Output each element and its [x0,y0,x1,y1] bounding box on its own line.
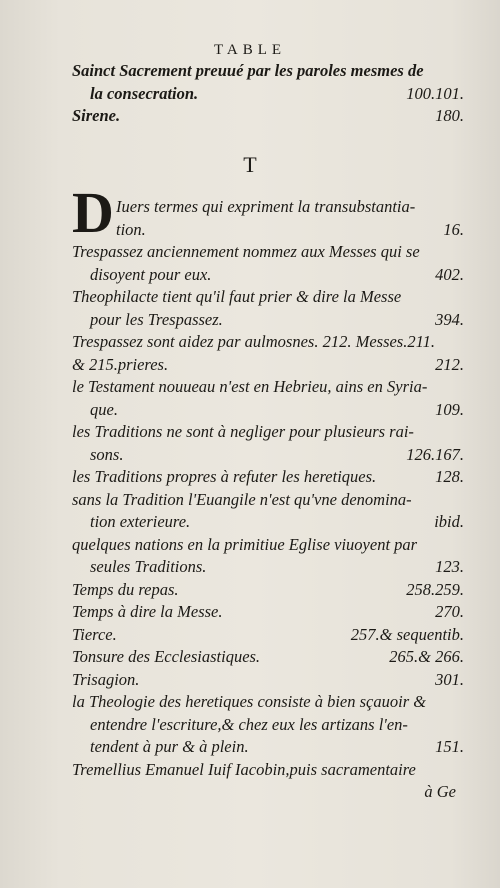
index-entry [72,714,464,737]
entry-text: Trespassez anciennement nommez aux Messes qui se [72,242,420,261]
index-entry [72,60,464,83]
index-entry [72,264,464,287]
entry-pages: 402. [435,264,464,284]
entry-pages: 16. [443,219,464,239]
entry-text: Sainct Sacrement preuué par les paroles mesmes de [72,61,424,80]
index-entry [72,105,464,128]
entry-pages: 123. [435,557,464,576]
entry-text: tion. [116,219,146,239]
index-entry [72,241,464,264]
entry-pages: ibid. [434,512,464,531]
index-entry [72,646,464,669]
entry-text: la Theologie des heretiques consiste à bien sçauoir & [72,692,427,711]
index-entry [72,444,464,467]
entry-pages: 180. [435,106,464,125]
entry-text: Temps du repas. [72,579,179,599]
entry-text: Trisagion. [72,669,140,689]
entry-pages: 394. [435,309,464,329]
index-entry [72,376,464,399]
entry-pages: 301. [435,669,464,689]
index-entry [72,196,464,219]
entry-pages: 258.259. [406,579,464,599]
entry-text: pour les Trespassez. [90,309,223,329]
entry-text: tendent à pur & à plein. [90,737,249,756]
entry-text: tion exterieure. [90,512,191,531]
index-entry [72,354,464,377]
catchword: à Ge [424,782,456,801]
entry-text: Theophilacte tient qu'il faut prier & dire la Messe [72,287,402,306]
running-head: TABLE [213,42,287,58]
entry-text: Trespassez sont aidez par aulmosnes. 212. Messes.211. [72,332,436,351]
entry-text: & 215.prieres. [72,354,169,374]
index-entry [72,219,464,242]
entry-text: Tremellius Emanuel Iuif Iacobin,puis sacramentaire [72,759,416,779]
entry-text: le Testament nouueau n'est en Hebrieu, ains en Syria- [72,377,428,396]
index-entry [72,759,464,782]
entry-pages: 265.& 266. [389,647,464,666]
index-entry [72,511,464,534]
index-entry [72,669,464,692]
entry-text: que. [90,399,118,419]
entry-text: sans la Tradition l'Euangile n'est qu'vne denomina- [72,489,412,509]
entry-text: la consecration. [90,83,199,103]
entry-text: quelques nations en la primitiue Eglise viuoyent par [72,534,418,554]
entry-text: disoyent pour eux. [90,264,212,284]
catchword-line [72,781,464,804]
entry-text: entendre l'escriture,& chez eux les artizans l'en- [90,714,408,734]
index-entry [72,83,464,106]
entry-text: Tierce. [72,624,117,644]
entry-pages: 270. [435,602,464,621]
index-entry [72,399,464,422]
entry-text: sons. [90,444,124,464]
index-entry [72,579,464,602]
index-entry [72,331,464,354]
index-entry [72,534,464,557]
index-entry [72,624,464,647]
entry-text: les Traditions ne sont à negliger pour plusieurs rai- [72,422,414,441]
drop-cap: D [72,180,114,245]
entry-pages: 100.101. [406,83,464,103]
entry-text: Iuers termes qui expriment la transubstantia- [116,197,416,216]
index-entry [72,601,464,624]
entry-text: seules Traditions. [90,557,207,576]
index-entry [72,489,464,512]
entry-pages: 126.167. [406,444,464,464]
entry-text: Sirene. [72,106,121,125]
index-entry [72,736,464,759]
entry-pages: 212. [435,354,464,374]
entry-pages: 128. [435,467,464,486]
top-entries [72,60,464,128]
index-entry [72,421,464,444]
entry-pages: 257.& sequentib. [350,624,464,644]
entry-pages: 151. [435,737,464,756]
entry-text: Temps à dire la Messe. [72,602,223,621]
index-entry [72,309,464,332]
entry-text: les Traditions propres à refuter les heretiques. [72,467,377,486]
t-entries [72,196,464,804]
index-entry [72,556,464,579]
entry-pages: 109. [435,399,464,419]
index-entry [72,691,464,714]
index-entry [72,466,464,489]
index-entry [72,286,464,309]
section-letter: T [243,152,257,177]
entry-text: Tonsure des Ecclesiastiques. [72,647,261,666]
